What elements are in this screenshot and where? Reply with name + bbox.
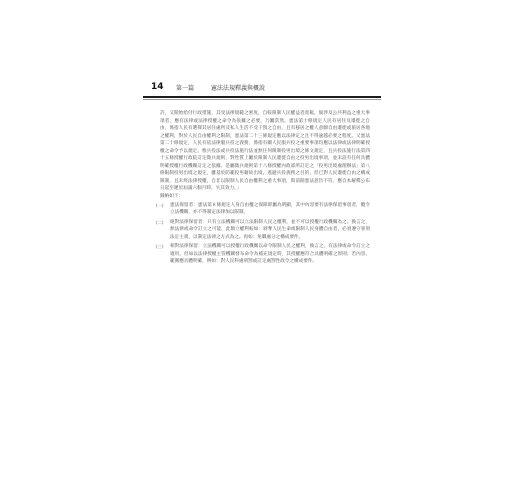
clause-item [156, 219, 370, 242]
clause-marker: (二) [156, 219, 164, 225]
clause-text: 憲法保留者：憲法第８條規定人身自由權之保障即屬為明顯，其中內容要有法律保留事項者，縱令立法機關，亦不得制定法律加以限制。 [170, 202, 370, 216]
header-rule-thin [143, 99, 381, 100]
book-title: 憲法法規釋義與概說 [211, 85, 266, 92]
part-title: 第一篇 [176, 85, 195, 92]
main-paragraph: 許，又開始給付行政措施，其受法律規範之密度，自較限制人民權益者寬鬆，倘涉及公共利益之重大事項者，應有法律或法律授權之命令為依據之必要，乃屬當然。憲法第十條規定人民有居住及遷徙之自由，係指人民有選擇其居住處所及私人生活不受干預之自由，且有移居之權人意願自由遷徙或旅居各地之權利，對於人民自由權利之限制，憲法第二十三條規定應以法律定之且不得逾越必要之程度。又憲法第二十條規定，人民有依法律服兵役之義務，係指有關人民服兵役之重要事項均應以法律或法律明確授權之命令予以規定。惟兵役法或兵役法施行法並無任何限制役男出境之條文規定，且兵役法施行法第四十五條授權行政院訂定徵兵規則，對性質上屬於限制人民遷徙自由之役男出境事項，並未設有任何具體明確授權行政機關訂定之依據。是屬徵兵規則第十八條授權內政部所訂定之「役男出境處理辦法」第八條限制役男出境之規定，雖基於防範役男藉故出境，逃避兵役義務之目的，但已對人民遷徙自由之構成限制，且未經法律授權，自非以限制人民自由權利之重大事項，與前開憲法意旨不符。應自本解釋公布日起至遲於屆滿六個月時，失其效力。」 [160, 111, 370, 192]
clause-item [156, 243, 370, 266]
summary-intro: 歸納如下： [160, 194, 184, 200]
body-text [156, 110, 370, 268]
clause-marker: (三) [156, 244, 164, 250]
header-rule [143, 96, 381, 98]
clause-marker: (一) [156, 202, 164, 208]
clause-text: 絕對法律保留者：只有立法機關可以立法限制人民之權利，並不可以授權行政機關為之。換言之，無法律或命令訂立之可能，此類立權利較如：剝奪人民生命或限制人民身體自由者，必須遵守罪刑法定主義，以制定法律之方式為之。再如：免職處分之構成要件。 [170, 219, 370, 240]
clause-item [156, 202, 370, 217]
page-number: 14 [151, 82, 164, 92]
clause-list [156, 202, 370, 266]
clause-text: 相對法律保留：立法機關可以授權行政機關以命令限制人民之權利，換言之，有法律或命令訂立之適用，但如以法律授權主管機關發布命令為補充規定時，其授權應符合具體明確之原則；若內容、範圍應具體明確，例如：對人民科處刑罰或訂定處罰性政令之構成要件。 [170, 244, 370, 265]
